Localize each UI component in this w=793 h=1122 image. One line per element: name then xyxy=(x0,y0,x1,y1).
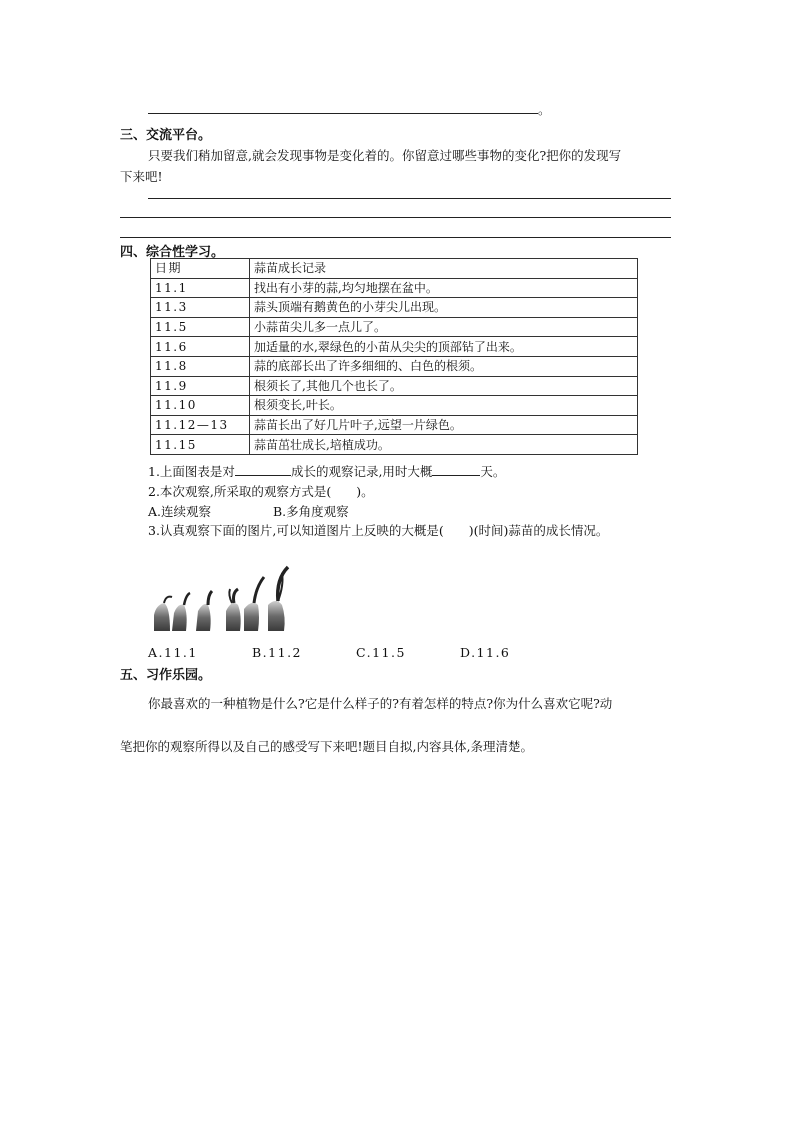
header-date: 日期 xyxy=(151,259,250,279)
row-date: 11.9 xyxy=(151,376,250,396)
line-end-mark: 。 xyxy=(538,102,551,117)
answer-blank[interactable] xyxy=(432,463,480,476)
row-record: 找出有小芽的蒜,均匀地摆在盆中。 xyxy=(250,278,638,298)
table-row xyxy=(151,317,638,337)
row-date: 11.8 xyxy=(151,356,250,376)
question-3-option-b: B.11.2 xyxy=(252,645,302,660)
section5-paragraph-line2: 笔把你的观察所得以及自己的感受写下来吧!题目自拟,内容具体,条理清楚。 xyxy=(120,739,533,754)
question-1-part-a: 1.上面图表是对 xyxy=(148,464,235,479)
row-date: 11.15 xyxy=(151,435,250,455)
garlic-sprout-photos xyxy=(148,565,298,635)
section4-title: 四、综合性学习。 xyxy=(120,245,225,260)
answer-line[interactable] xyxy=(120,237,671,238)
header-record: 蒜苗成长记录 xyxy=(250,259,638,279)
question-3-option-d: D.11.6 xyxy=(460,645,511,660)
answer-line[interactable] xyxy=(148,113,538,114)
row-record: 加适量的水,翠绿色的小苗从尖尖的顶部钻了出来。 xyxy=(250,337,638,357)
row-record: 蒜苗茁壮成长,培植成功。 xyxy=(250,435,638,455)
question-2: 2.本次观察,所采取的观察方式是( )。 xyxy=(148,484,374,499)
section5-paragraph-line1: 你最喜欢的一种植物是什么?它是什么样子的?有着怎样的特点?你为什么喜欢它呢?动 xyxy=(148,696,613,711)
answer-line[interactable] xyxy=(120,217,671,218)
table-row xyxy=(151,337,638,357)
table-row xyxy=(151,435,638,455)
row-date: 11.3 xyxy=(151,298,250,318)
row-record: 蒜的底部长出了许多细细的、白色的根须。 xyxy=(250,356,638,376)
row-record: 根须变长,叶长。 xyxy=(250,396,638,416)
question-3-option-a: A.11.1 xyxy=(148,645,198,660)
row-record: 蒜头顶端有鹅黄色的小芽尖儿出现。 xyxy=(250,298,638,318)
observation-table xyxy=(150,258,638,455)
row-record: 小蒜苗尖儿多一点儿了。 xyxy=(250,317,638,337)
section3-title: 三、交流平台。 xyxy=(120,128,212,143)
answer-line[interactable] xyxy=(148,198,671,199)
question-3: 3.认真观察下面的图片,可以知道图片上反映的大概是( )(时间)蒜苗的成长情况。 xyxy=(148,523,609,538)
answer-blank[interactable] xyxy=(235,463,291,476)
question-1-part-b: 成长的观察记录,用时大概 xyxy=(290,464,433,479)
row-date: 11.12—13 xyxy=(151,415,250,435)
section3-paragraph-line2: 下来吧! xyxy=(120,169,163,184)
row-record: 根须长了,其他几个也长了。 xyxy=(250,376,638,396)
table-row xyxy=(151,415,638,435)
question-2-option-b: B.多角度观察 xyxy=(273,504,349,519)
row-date: 11.1 xyxy=(151,278,250,298)
row-date: 11.5 xyxy=(151,317,250,337)
question-2-option-a: A.连续观察 xyxy=(148,504,212,519)
row-date: 11.10 xyxy=(151,396,250,416)
table-row xyxy=(151,356,638,376)
section3-paragraph-line1: 只要我们稍加留意,就会发现事物是变化着的。你留意过哪些事物的变化?把你的发现写 xyxy=(148,148,622,163)
table-row xyxy=(151,278,638,298)
question-1-part-c: 天。 xyxy=(480,464,506,479)
row-record: 蒜苗长出了好几片叶子,远望一片绿色。 xyxy=(250,415,638,435)
question-1 xyxy=(148,462,505,480)
row-date: 11.6 xyxy=(151,337,250,357)
table-row xyxy=(151,376,638,396)
section5-title: 五、习作乐园。 xyxy=(120,668,212,683)
question-3-option-c: C.11.5 xyxy=(356,645,406,660)
table-header-row xyxy=(151,259,638,279)
table-row xyxy=(151,298,638,318)
table-row xyxy=(151,396,638,416)
